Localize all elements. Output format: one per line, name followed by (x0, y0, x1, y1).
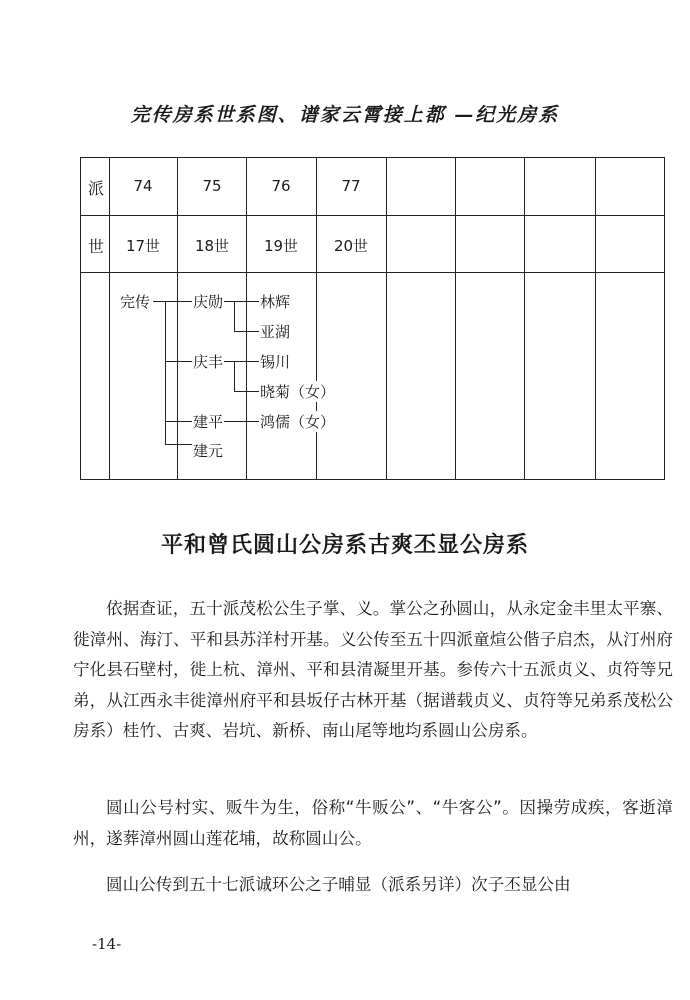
tree-node-gen18: 建平 (193, 413, 224, 431)
paragraph: 圆山公号村实、贩牛为生，俗称“牛贩公”、“牛客公”。因操劳成疾，客逝漳州，遂葬漳州圆山莲花埔，故称圆山公。 (73, 798, 673, 848)
row-label-pai: 派 (87, 179, 104, 198)
row-label-shi: 世 (87, 237, 104, 256)
shi-cell: 20世 (333, 237, 369, 255)
chart-title: 完传房系世系图、谱家云霄接上都 —纪光房系 (130, 104, 560, 126)
tree-node-root: 完传 (120, 293, 151, 311)
shi-cell: 19世 (263, 237, 299, 255)
tree-node-gen19: 晓菊（女） (260, 383, 336, 401)
pai-cell: 75 (202, 177, 222, 195)
tree-node-gen19: 亚湖 (260, 323, 291, 341)
tree-node-gen18: 建元 (193, 442, 224, 460)
genealogy-chart (80, 157, 665, 480)
pai-cell: 76 (271, 177, 291, 195)
tree-node-gen19: 鸿儒（女） (260, 413, 336, 431)
shi-cell: 18世 (194, 237, 230, 255)
shi-cell: 17世 (125, 237, 161, 255)
tree-node-gen19: 林辉 (260, 293, 291, 311)
pai-cell: 74 (133, 177, 153, 195)
tree-node-gen19: 锡川 (260, 353, 291, 371)
paragraph: 圆山公传到五十七派诚环公之子晡显（派系另详）次子丕显公由 (106, 875, 571, 894)
tree-node-gen18: 庆丰 (193, 353, 224, 371)
section-title: 平和曾氏圆山公房系古爽丕显公房系 (160, 533, 529, 558)
pai-cell: 77 (341, 177, 361, 195)
paragraph: 依据查证，五十派茂松公生子掌、义。掌公之孙圆山，从永定金丰里太平寨、徙漳州、海汀、平和县苏洋村开基。义公传至五十四派童煊公偕子启杰，从汀州府宁化县石壁村，徙上杭、漳州、平和县清凝里开基。参传六十五派贞义、贞符等兄弟，从江西永丰徙漳州府平和县坂仔古林开基（据谱载贞义、贞符等兄弟系茂松公房系）桂竹、古爽、岩坑、新桥、南山尾等地均系圆山公房系。 (73, 599, 673, 741)
tree-node-gen18: 庆勋 (193, 293, 224, 311)
page-number: -14- (92, 935, 122, 953)
